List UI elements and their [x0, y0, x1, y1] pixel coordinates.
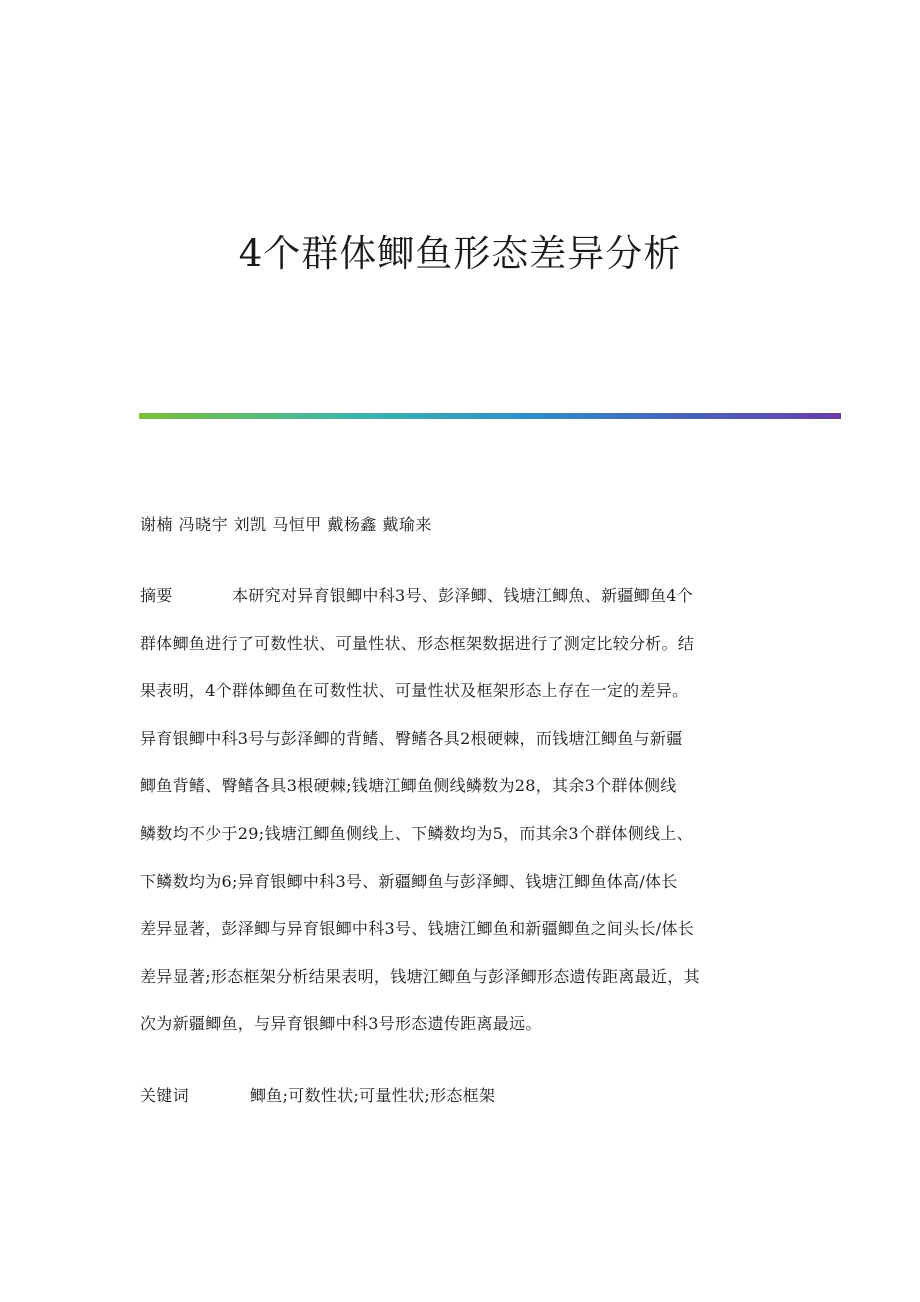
abstract-line: 鳞数均不少于29;钱塘江鲫鱼侧线上、下鳞数均为5，而其余3个群体侧线上、: [140, 823, 693, 843]
abstract-line: 果表明，4个群体鲫鱼在可数性状、可量性状及框架形态上存在一定的差异。: [140, 681, 689, 701]
keywords-text: 鲫鱼;可数性状;可量性状;形态框架: [250, 1086, 496, 1105]
keywords-label: 关键词: [140, 1086, 189, 1105]
abstract-section: [140, 580, 780, 1056]
abstract-line: 差异显著，彭泽鲫与异育银鲫中科3号、钱塘江鲫鱼和新疆鲫鱼之间头长/体长: [140, 919, 695, 939]
abstract-line: 下鳞数均为6;异育银鲫中科3号、新疆鲫鱼与彭泽鲫、钱塘江鲫鱼体高/体长: [140, 871, 678, 891]
title-divider: [139, 413, 841, 419]
author-list: 谢楠 冯晓宇 刘凯 马恒甲 戴杨鑫 戴瑜来: [140, 515, 432, 534]
abstract-line: 鲫鱼背鳍、臀鳍各具3根硬棘;钱塘江鲫鱼侧线鳞数为28，其余3个群体侧线: [140, 776, 677, 796]
abstract-line: 异育银鲫中科3号与彭泽鲫的背鳍、臀鳍各具2根硬棘，而钱塘江鲫鱼与新疆: [140, 728, 683, 748]
abstract-label: 摘要: [140, 586, 173, 605]
keywords-section: [140, 1083, 495, 1109]
abstract-text: 本研究对异育银鲫中科3号、彭泽鲫、钱塘江鲫魚、新疆鲫鱼4个: [232, 586, 694, 605]
abstract-line: [140, 580, 780, 612]
abstract-line: 次为新疆鲫鱼，与异育银鲫中科3号形态遗传距离最远。: [140, 1014, 542, 1034]
abstract-line: 差异显著;形态框架分析结果表明，钱塘江鲫鱼与彭泽鲫形态遗传距离最近，其: [140, 966, 700, 986]
paper-title: 4个群体鲫鱼形态差异分析: [238, 232, 682, 275]
abstract-line: 群体鲫鱼进行了可数性状、可量性状、形态框架数据进行了测定比较分析。结: [140, 633, 695, 653]
